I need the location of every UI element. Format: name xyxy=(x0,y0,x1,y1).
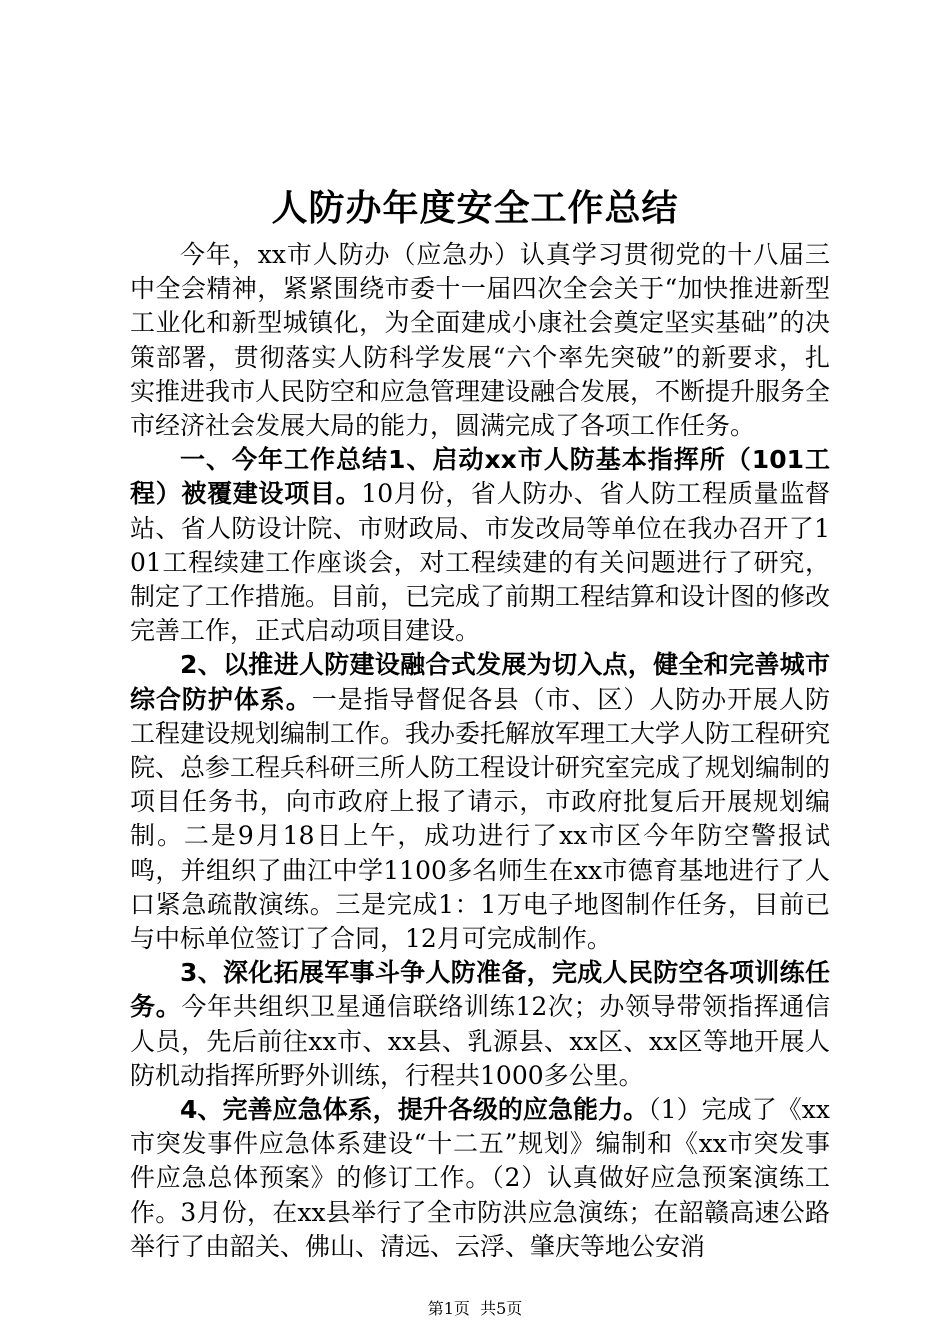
paragraph-section-1 xyxy=(130,443,830,648)
paragraph-heading: 4、完善应急体系，提升各级的应急能力。 xyxy=(180,1095,649,1125)
document-body xyxy=(130,238,830,1264)
paragraph-text: 一是指导督促各县（市、区）人防办开展人防工程建设规划编制工作。我办委托解放军理工大学人防工程研究院、总参工程兵科研三所人防工程设计研究室完成了规划编制的项目任务书，向市政府上报了请示，市政府批复后开展规划编制。二是9月18日上午，成功进行了xx市区今年防空警报试鸣，并组织了曲江中学1100多名师生在xx市德育基地进行了人口紧急疏散演练。三是完成1：1万电子地图制作任务，目前已与中标单位签订了合同，12月可完成制作。 xyxy=(130,684,831,954)
paragraph-text: （1）完成了《xx市突发事件应急体系建设“十二五”规划》编制和《xx市突发事件应急总体预案》的修订工作。（2）认真做好应急预案演练工作。3月份，在xx县举行了全市防洪应急演练；在韶赣高速公路举行了由韶关、佛山、清远、云浮、肇庆等地公安消 xyxy=(130,1095,830,1261)
paragraph-intro xyxy=(130,238,830,443)
paragraph-section-4 xyxy=(130,1093,830,1264)
paragraph-text: 10月份，省人防办、省人防工程质量监督站、省人防设计院、市财政局、市发改局等单位在我办召开了101工程续建工作座谈会，对工程续建的有关问题进行了研究，制定了工作措施。目前，已完成了前期工程结算和设计图的修改完善工作，正式启动项目建设。 xyxy=(130,479,831,646)
paragraph-heading: 2、以推进人防建设融合式发展为切入点，健全和完善城市综合防护体系。 xyxy=(130,650,830,714)
paragraph-text: 今年，xx市人防办（应急办）认真学习贯彻党的十八届三中全会精神，紧紧围绕市委十一届四次全会关于“加快推进新型工业化和新型城镇化，为全面建成小康社会奠定坚实基础”的决策部署，贯彻落实人防科学发展“六个率先突破”的新要求，扎实推进我市人民防空和应急管理建设融合发展，不断提升服务全市经济社会发展大局的能力，圆满完成了各项工作任务。 xyxy=(130,240,831,441)
page-footer: 第1页 共5页 xyxy=(427,1299,523,1318)
paragraph-text: 今年共组织卫星通信联络训练12次；办领导带领指挥通信人员，先后前往xx市、xx县、乳源县、xx区、xx区等地开展人防机动指挥所野外训练，行程共1000多公里。 xyxy=(130,992,830,1090)
paragraph-heading: 一、今年工作总结1、启动xx市人防基本指挥所（101工程）被覆建设项目。 xyxy=(130,445,830,509)
paragraph-heading: 3、深化拓展军事斗争人防准备，完成人民防空各项训练任务。 xyxy=(130,958,830,1022)
paragraph-section-3 xyxy=(130,956,830,1093)
paragraph-section-2 xyxy=(130,648,830,956)
document-title: 人防办年度安全工作总结 xyxy=(271,187,679,229)
